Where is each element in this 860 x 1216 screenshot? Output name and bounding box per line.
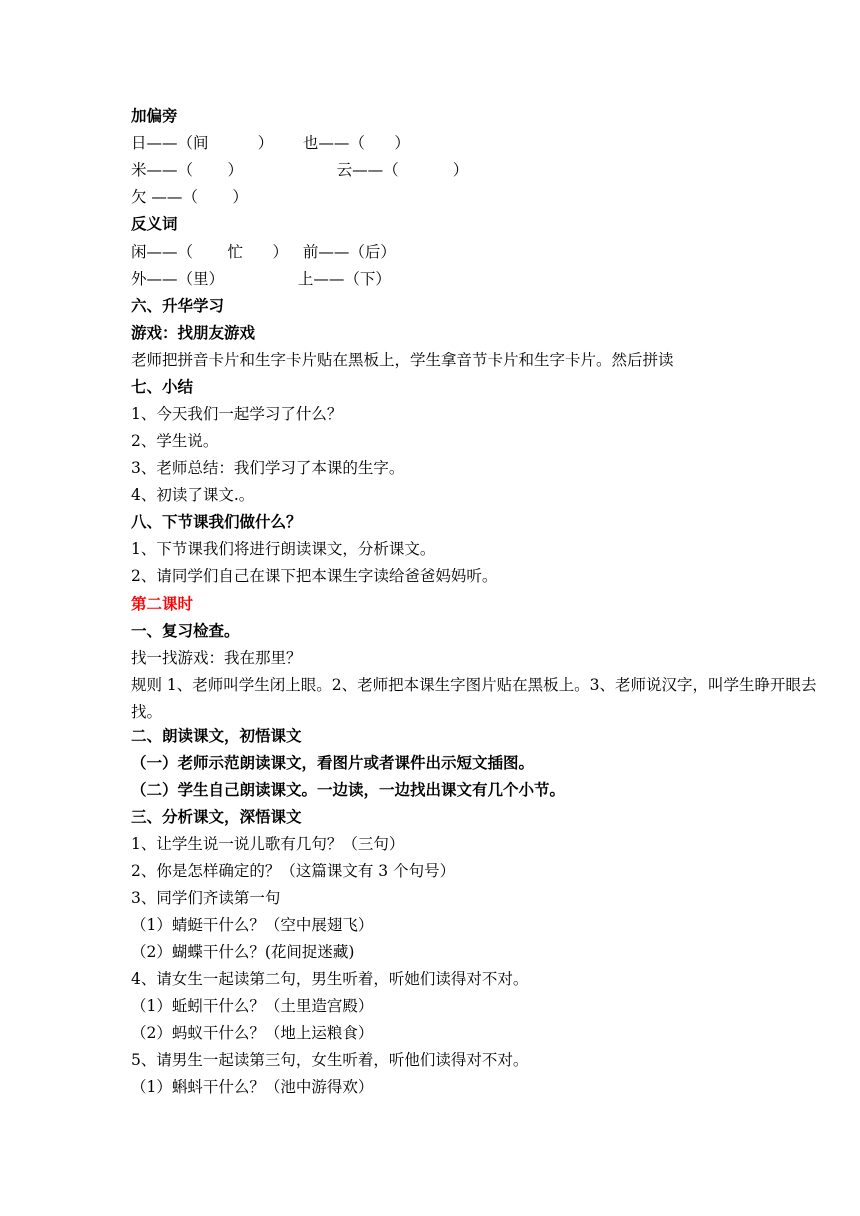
text-line: （2）蚂蚁干什么？（地上运粮食） xyxy=(131,1024,374,1042)
text-line: 2、学生说。 xyxy=(131,432,219,450)
text-line: 1、今天我们一起学习了什么？ xyxy=(131,405,343,423)
text-line: （1）蜻蜓干什么？（空中展翅飞） xyxy=(131,916,374,934)
lesson-two-heading: 第二课时 xyxy=(131,595,194,613)
section-heading: 三、分析课文，深悟课文 xyxy=(131,808,302,826)
text-line: （1）蝌蚪干什么？（池中游得欢） xyxy=(131,1078,374,1096)
heading-antonyms: 反义词 xyxy=(131,215,178,233)
section-heading: 一、复习检查。 xyxy=(131,622,240,640)
text-line: 2、你是怎样确定的？（这篇课文有 3 个句号） xyxy=(131,862,456,880)
text-line: 日——（间 ） 也——（ ） xyxy=(131,134,410,152)
text-line: 3、老师总结：我们学习了本课的生字。 xyxy=(131,459,405,477)
text-line: 5、请男生一起读第三句，女生听着，听他们读得对不对。 xyxy=(131,1051,529,1069)
text-line: 4、请女生一起读第二句，男生听着，听她们读得对不对。 xyxy=(131,970,529,988)
text-line: 欠 ——（ ） xyxy=(131,188,248,206)
subheading: 游戏：找朋友游戏 xyxy=(131,324,256,342)
text-line: 4、初读了课文.。 xyxy=(131,486,255,504)
text-line: 2、请同学们自己在课下把本课生字读给爸爸妈妈听。 xyxy=(131,567,498,585)
section-heading: 六、升华学习 xyxy=(131,297,225,315)
section-heading: 八、下节课我们做什么？ xyxy=(131,513,302,531)
text-line: 老师把拼音卡片和生字卡片贴在黑板上，学生拿音节卡片和生字卡片。然后拼读 xyxy=(131,351,674,369)
text-line: 找一找游戏：我在那里？ xyxy=(131,649,302,667)
subheading: （一）老师示范朗读课文，看图片或者课件出示短文插图。 xyxy=(131,754,535,772)
text-line: 3、同学们齐读第一句 xyxy=(131,889,281,907)
section-heading: 二、朗读课文，初悟课文 xyxy=(131,727,302,745)
heading-add-radical: 加偏旁 xyxy=(131,107,178,125)
text-line: （1）蚯蚓干什么？（土里造宫殿） xyxy=(131,997,374,1015)
text-line: 外——（里） 上——（下） xyxy=(131,270,391,288)
subheading: （二）学生自己朗读课文。一边读，一边找出课文有几个小节。 xyxy=(131,781,566,799)
text-line: 闲——（ 忙 ） 前——（后） xyxy=(131,243,396,261)
text-line: 1、让学生说一说儿歌有几句？（三句） xyxy=(131,835,405,853)
section-heading: 七、小结 xyxy=(131,378,194,396)
text-paragraph: 规则 1、老师叫学生闭上眼。2、老师把本课生字图片贴在黑板上。3、老师说汉字，叫学生睁开眼去找。 xyxy=(131,676,817,721)
text-line: （2）蝴蝶干什么？(花间捉迷藏) xyxy=(131,943,355,961)
text-line: 米——（ ） 云——（ ） xyxy=(131,161,469,179)
text-line: 1、下节课我们将进行朗读课文，分析课文。 xyxy=(131,540,436,558)
